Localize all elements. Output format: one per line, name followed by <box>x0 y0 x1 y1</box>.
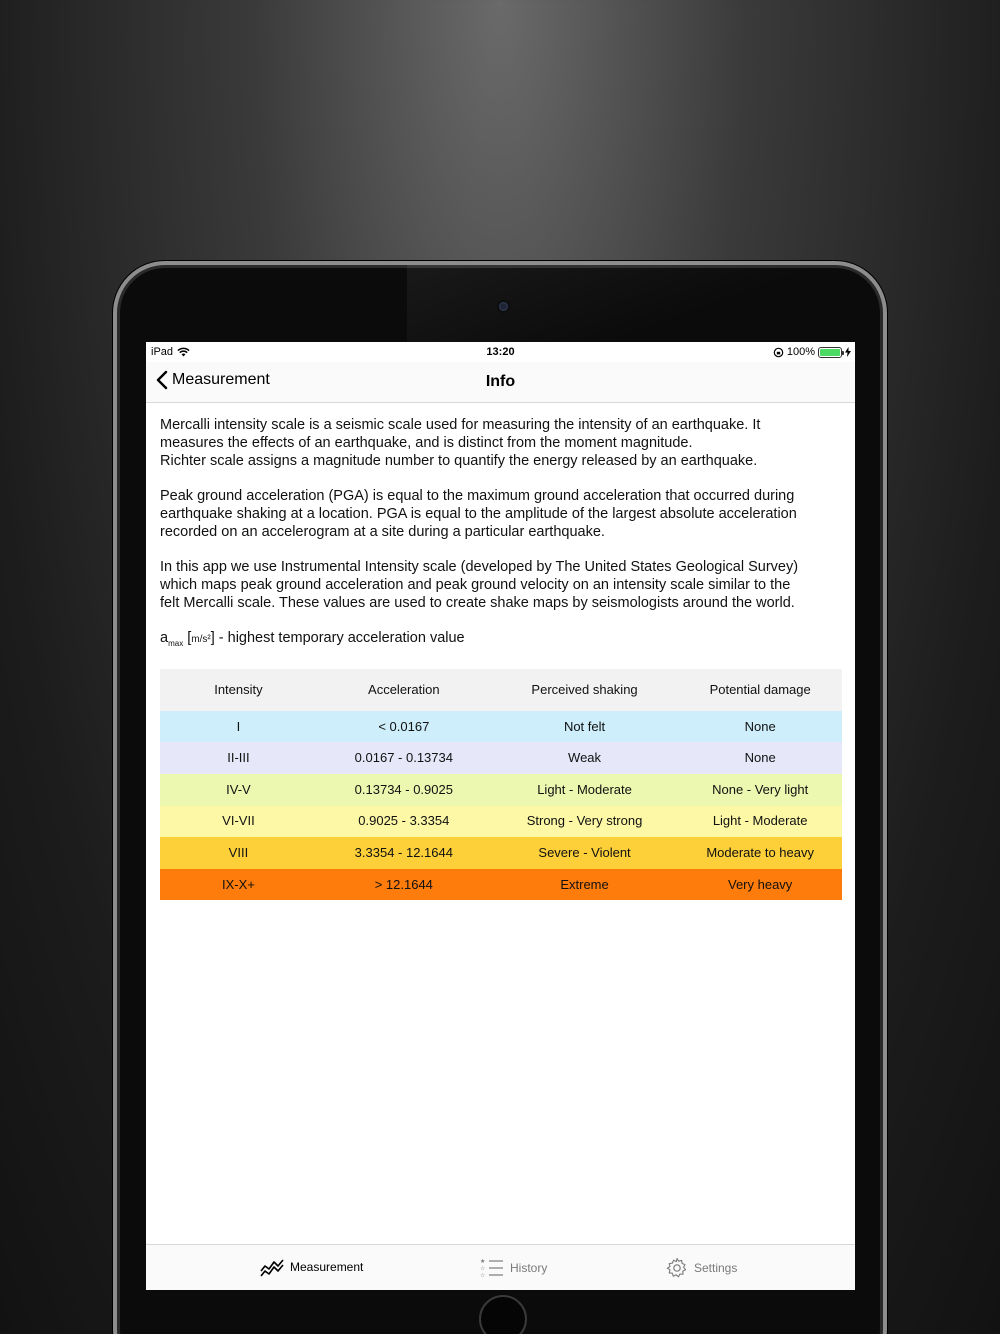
cell-perceived-shaking: Weak <box>568 750 602 766</box>
paragraph-mercalli <box>160 416 842 470</box>
paragraph-pga <box>160 487 842 541</box>
cell-potential-damage: None - Very light <box>712 781 809 797</box>
cell-intensity: IV-V <box>226 781 251 797</box>
svg-text:☆: ☆ <box>480 1265 486 1272</box>
text-line: which maps peak ground acceleration and peak ground velocity on an intensity scale similar to the <box>160 577 791 593</box>
cell-perceived-shaking: Extreme <box>560 876 609 892</box>
amax-definition: $a_{max}$ [m/s²] - highest temporary acceleration value <box>160 630 465 648</box>
amax-subscript: max <box>168 638 184 648</box>
text-line: Peak ground acceleration (PGA) is equal to the maximum ground acceleration that occurred during <box>160 488 795 504</box>
cell-perceived-shaking: Severe - Violent <box>538 845 631 861</box>
tab-label: Measurement <box>290 1260 364 1274</box>
amax-unit: m/s² <box>191 634 211 645</box>
device-name: iPad <box>151 346 174 358</box>
status-right <box>773 346 851 358</box>
cell-potential-damage: Light - Moderate <box>712 813 808 829</box>
tab-measurement[interactable] <box>260 1257 363 1277</box>
cell-intensity: VIII <box>228 845 249 861</box>
rotation-lock-icon <box>773 347 784 358</box>
svg-text:☆: ☆ <box>480 1272 486 1279</box>
amax-description: - highest temporary acceleration value <box>218 630 465 646</box>
text-line: earthquake shaking at a location. PGA is equal to the amplitude of the largest absolute acceleration <box>160 506 797 522</box>
cell-acceleration: 0.9025 - 3.3354 <box>358 813 450 829</box>
home-button[interactable] <box>479 1295 527 1334</box>
table-row <box>160 774 842 806</box>
cell-acceleration: < 0.0167 <box>378 718 430 734</box>
paragraph-instrumental <box>160 558 842 612</box>
front-camera <box>499 302 508 311</box>
text-line: In this app we use Instrumental Intensity scale (developed by The United States Geological Survey) <box>160 559 799 575</box>
table-row <box>160 742 842 774</box>
gear-icon <box>666 1257 688 1279</box>
battery-percent: 100% <box>786 346 815 358</box>
cell-potential-damage: None <box>744 718 776 734</box>
tab-label: Settings <box>694 1261 738 1275</box>
navigation-bar <box>146 362 855 403</box>
frame-reflection <box>407 265 891 345</box>
table-row <box>160 869 842 901</box>
cell-acceleration: 0.0167 - 0.13734 <box>354 750 453 766</box>
text-line: recorded on an accelerogram at a site during a particular earthquake. <box>160 524 605 540</box>
cell-intensity: II-III <box>227 750 250 766</box>
cell-potential-damage: None <box>744 750 776 766</box>
back-button-label: Measurement <box>172 371 270 388</box>
text-line: measures the effects of an earthquake, and is distinct from the moment magnitude. <box>160 435 693 451</box>
table-row <box>160 711 842 743</box>
page-title: Info <box>485 373 516 390</box>
text-line: Mercalli intensity scale is a seismic scale used for measuring the intensity of an earthquake. It <box>160 417 761 433</box>
battery-icon <box>818 347 842 358</box>
tab-settings[interactable] <box>666 1257 737 1279</box>
info-content <box>160 416 842 900</box>
table-row <box>160 806 842 838</box>
wave-chart-icon <box>260 1257 284 1277</box>
cell-acceleration: 0.13734 - 0.9025 <box>354 781 453 797</box>
cell-perceived-shaking: Strong - Very strong <box>526 813 643 829</box>
cell-intensity: I <box>236 718 241 734</box>
header-perceived-shaking: Perceived shaking <box>531 681 638 697</box>
screen <box>146 342 855 1290</box>
text-line: Richter scale assigns a magnitude number to quantify the energy released by an earthquake. <box>160 453 758 469</box>
table-header-row <box>160 669 842 711</box>
status-bar <box>146 342 855 362</box>
cell-intensity: VI-VII <box>222 813 255 829</box>
tab-history[interactable] <box>480 1257 547 1279</box>
header-acceleration: Acceleration <box>368 681 440 697</box>
text-line: felt Mercalli scale. These values are used to create shake maps by seismologists around the world. <box>160 595 795 611</box>
table-row <box>160 837 842 869</box>
cell-acceleration: > 12.1644 <box>374 876 433 892</box>
tab-bar <box>146 1244 855 1290</box>
cell-potential-damage: Moderate to heavy <box>706 845 814 861</box>
header-potential-damage: Potential damage <box>709 681 811 697</box>
charging-icon <box>845 347 851 357</box>
star-list-icon <box>480 1257 504 1279</box>
amax-symbol: a <box>160 630 169 646</box>
intensity-table <box>160 669 842 901</box>
status-time: 13:20 <box>486 346 515 358</box>
cell-potential-damage: Very heavy <box>727 876 793 892</box>
header-intensity: Intensity <box>214 681 263 697</box>
cell-intensity: IX-X+ <box>221 876 255 892</box>
cell-acceleration: 3.3354 - 12.1644 <box>354 845 453 861</box>
svg-text:★: ★ <box>480 1258 486 1265</box>
cell-perceived-shaking: Light - Moderate <box>537 781 632 797</box>
tab-label: History <box>510 1261 548 1275</box>
cell-perceived-shaking: Not felt <box>563 718 606 734</box>
